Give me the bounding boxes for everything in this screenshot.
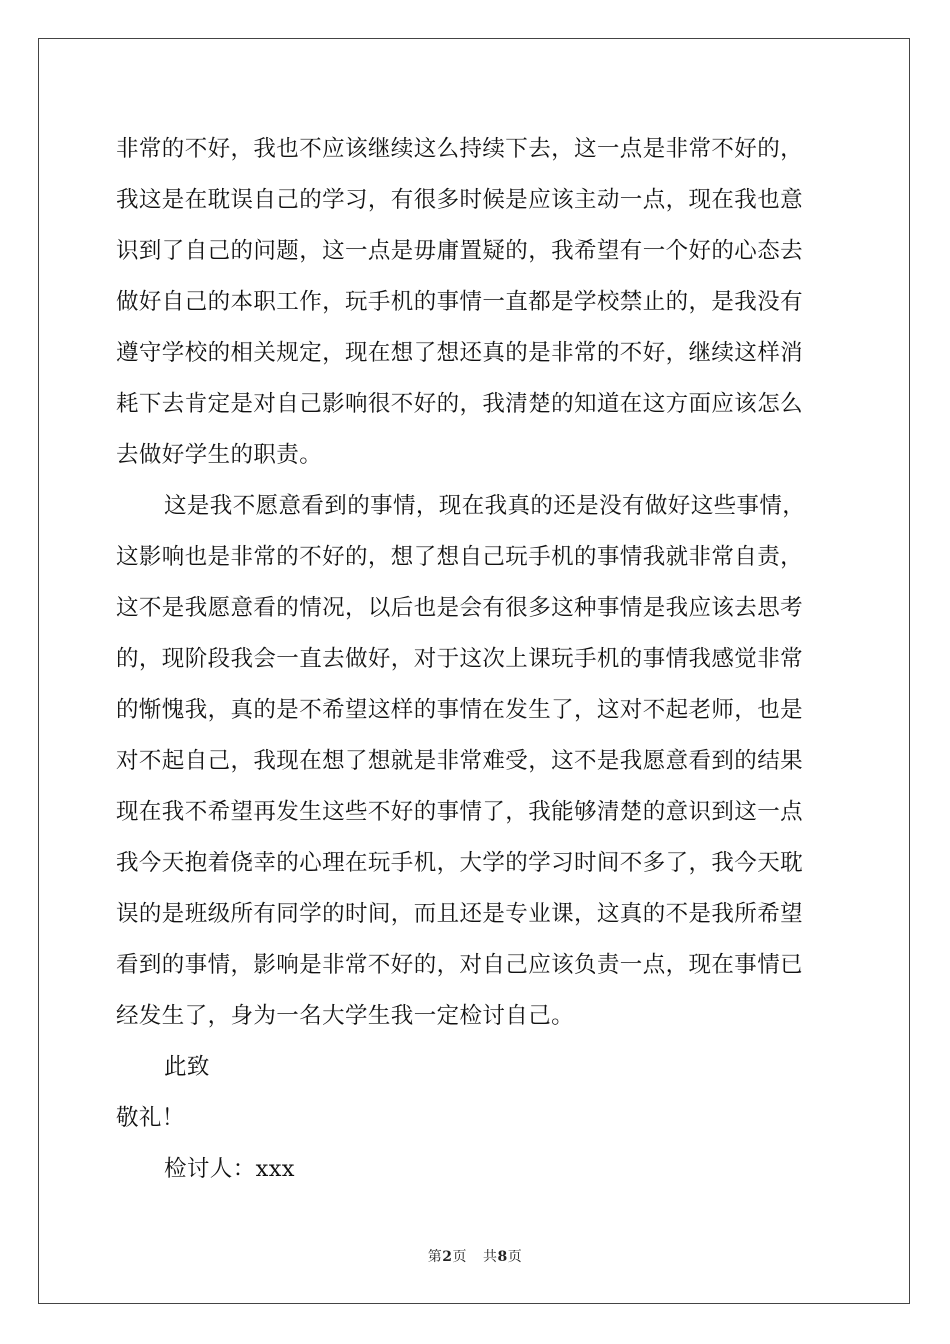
- paragraph-1-line: 非常的不好，我也不应该继续这么持续下去，这一点是非常不好的，: [116, 136, 804, 162]
- page-total-suffix: 页: [507, 1249, 523, 1265]
- paragraph-1-line: 识到了自己的问题，这一点是毋庸置疑的，我希望有一个好的心态去: [116, 238, 804, 264]
- page-number-total: 8: [497, 1249, 508, 1265]
- paragraph-2-line: 看到的事情，影响是非常不好的，对自己应该负责一点，现在事情已: [116, 952, 804, 978]
- page-number-prefix: 第: [427, 1249, 443, 1265]
- paragraph-1-line: 遵守学校的相关规定，现在想了想还真的是非常的不好，继续这样消: [116, 340, 804, 366]
- paragraph-2-line: 的惭愧我，真的是不希望这样的事情在发生了，这对不起老师，也是: [116, 697, 804, 723]
- paragraph-2-line: 这不是我愿意看的情况，以后也是会有很多这种事情是我应该去思考: [116, 595, 804, 621]
- paragraph-2-line: 我今天抱着侥幸的心理在玩手机，大学的学习时间不多了，我今天耽: [116, 850, 804, 876]
- paragraph-2-line: 的，现阶段我会一直去做好，对于这次上课玩手机的事情我感觉非常: [116, 646, 804, 672]
- paragraph-2-line: 经发生了，身为一名大学生我一定检讨自己。: [116, 1003, 575, 1029]
- salutation-text: 敬礼！: [116, 1105, 185, 1131]
- signature-text: 检讨人：xxx: [164, 1156, 295, 1182]
- paragraph-2-line: 这是我不愿意看到的事情，现在我真的还是没有做好这些事情，: [164, 493, 806, 519]
- page-number-current: 2: [442, 1249, 453, 1265]
- paragraph-1-line: 做好自己的本职工作，玩手机的事情一直都是学校禁止的，是我没有: [116, 289, 804, 315]
- page-footer: [0, 1246, 950, 1266]
- paragraph-1-line: 我这是在耽误自己的学习，有很多时候是应该主动一点，现在我也意: [116, 187, 804, 213]
- paragraph-2-line: 对不起自己，我现在想了想就是非常难受，这不是我愿意看到的结果: [116, 748, 804, 774]
- paragraph-2-line: 误的是班级所有同学的时间，而且还是专业课，这真的不是我所希望: [116, 901, 804, 927]
- page-number-suffix: 页: [452, 1249, 467, 1265]
- document-body: [116, 124, 836, 1195]
- closing-text: 此致: [164, 1054, 210, 1080]
- paragraph-2-line: 现在我不希望再发生这些不好的事情了，我能够清楚的意识到这一点: [116, 799, 804, 825]
- paragraph-1-line: 耗下去肯定是对自己影响很不好的，我清楚的知道在这方面应该怎么: [116, 391, 804, 417]
- paragraph-2-line: 这影响也是非常的不好的，想了想自己玩手机的事情我就非常自责，: [116, 544, 804, 570]
- page-total-prefix: 共: [483, 1249, 498, 1265]
- paragraph-1-line: 去做好学生的职责。: [116, 442, 323, 468]
